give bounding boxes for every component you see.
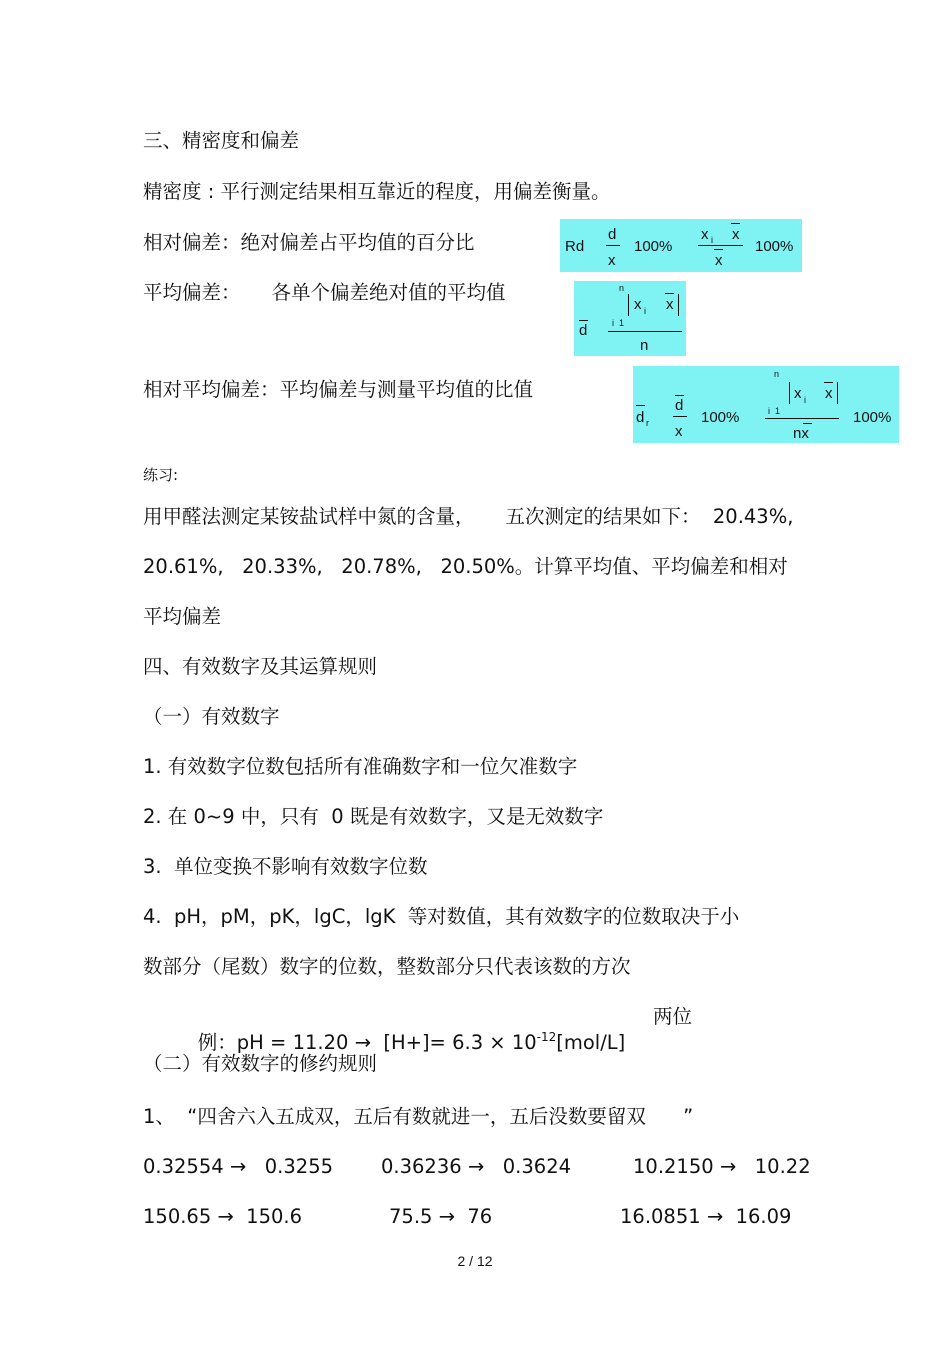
overline (824, 382, 833, 383)
rule-4: 4. pH，pM，pK，lgC，lgK 等对数值，其有效数字的位数取决于小 (143, 905, 740, 928)
relative-deviation-formula (560, 219, 802, 272)
fraction-bar (606, 245, 620, 246)
dr-subscript: r (646, 418, 649, 428)
sum-lower-limit: i 1 (612, 318, 625, 328)
sum-upper-limit: n (774, 369, 780, 379)
rule-2: 2. 在 0~9 中，只有 0 既是有效数字，又是无效数字 (143, 805, 604, 828)
fraction-bar (673, 416, 687, 417)
rule-4-continued: 数部分（尾数）数字的位数，整数部分只代表该数的方次 (143, 955, 631, 978)
percent-2: 100% (755, 238, 794, 255)
abs-bar-right (837, 382, 838, 404)
percent-2: 100% (853, 409, 892, 426)
xbar: x (666, 296, 674, 313)
abs-bar-left (789, 382, 790, 404)
d-numerator: d (608, 226, 617, 243)
example-ph-digits: 两位 (653, 1005, 693, 1028)
xi-subscript: i (804, 395, 806, 405)
nx-denominator: nx (793, 425, 809, 442)
sum-upper-limit: n (619, 283, 625, 293)
section-heading-precision: 三、精密度和偏差 (143, 129, 300, 152)
xi-numerator: x (701, 226, 709, 243)
dr-symbol: d (636, 409, 645, 426)
overline (579, 320, 588, 321)
exercise-text-1: 用甲醛法测定某铵盐试样中氮的含量， 五次测定的结果如下： 20.43%, (143, 505, 794, 528)
xi-subscript: i (644, 306, 646, 316)
percent-1: 100% (634, 238, 673, 255)
rule-3: 3. 单位变换不影响有效数字位数 (143, 855, 428, 878)
xbar-denominator: x (715, 252, 723, 269)
rd-symbol: Rd (565, 238, 585, 255)
xi: x (634, 296, 642, 313)
abs-bar-left (628, 294, 629, 316)
xbar: x (825, 385, 833, 402)
d-numerator: d (675, 397, 684, 414)
overline (714, 249, 723, 250)
relative-deviation-definition: 相对偏差：绝对偏差占平均值的百分比 (143, 231, 475, 254)
example-ph-text: 例：pH = 11.20 → [H+]= 6.3 × 10 (197, 1031, 537, 1054)
exercise-text-3: 平均偏差 (143, 605, 222, 628)
overline (675, 395, 684, 396)
dbar: d (579, 322, 588, 339)
relative-average-deviation-formula (633, 366, 899, 443)
rounding-example-1a: 0.32554 → 0.3255 (143, 1155, 334, 1178)
average-deviation-formula (574, 281, 686, 356)
rule-1: 1. 有效数字位数包括所有准确数字和一位欠准数字 (143, 755, 578, 778)
n-denominator: n (640, 337, 649, 354)
overline (665, 293, 674, 294)
relative-average-deviation-definition: 相对平均偏差：平均偏差与测量平均值的比值 (143, 378, 534, 401)
rounding-example-1c: 10.2150 → 10.22 (633, 1155, 811, 1178)
subsection-heading-significant-figures: （一）有效数字 (143, 705, 280, 728)
rounding-rule: 1、 “四舍六入五成双，五后有数就进一，五后没数要留双 ” (143, 1105, 694, 1128)
overline (731, 223, 740, 224)
page-number: 2 / 12 (457, 1253, 493, 1269)
overline (636, 405, 645, 406)
rounding-example-1b: 0.36236 → 0.3624 (381, 1155, 572, 1178)
precision-definition: 精密度 : 平行测定结果相互靠近的程度，用偏差衡量。 (143, 180, 611, 203)
overline (803, 423, 812, 424)
x-denominator: x (608, 252, 616, 269)
example-ph-unit: [mol/L] (556, 1031, 626, 1054)
section-heading-significant-figures: 四、有效数字及其运算规则 (143, 655, 378, 678)
rounding-example-2b: 75.5 → 76 (389, 1205, 493, 1228)
fraction-bar (608, 331, 682, 332)
xbar-numerator: x (732, 226, 740, 243)
sum-lower-limit: i 1 (768, 406, 781, 416)
subsection-heading-rounding: （二）有效数字的修约规则 (143, 1052, 378, 1075)
average-deviation-definition: 平均偏差： 各单个偏差绝对值的平均值 (143, 281, 506, 304)
exercise-text-2: 20.61%, 20.33%, 20.78%, 20.50%。计算平均值、平均偏差和相对 (143, 555, 788, 578)
example-ph-exponent: -12 (536, 1030, 557, 1044)
abs-bar-right (678, 294, 679, 316)
percent-1: 100% (701, 409, 740, 426)
xi-subscript: i (711, 235, 713, 245)
rounding-example-2c: 16.0851 → 16.09 (620, 1205, 792, 1228)
x-denominator: x (675, 423, 683, 440)
rounding-example-2a: 150.65 → 150.6 (143, 1205, 302, 1228)
fraction-bar (765, 418, 839, 419)
xi: x (794, 385, 802, 402)
exercise-heading: 练习: (143, 466, 179, 484)
fraction-bar (698, 245, 743, 246)
